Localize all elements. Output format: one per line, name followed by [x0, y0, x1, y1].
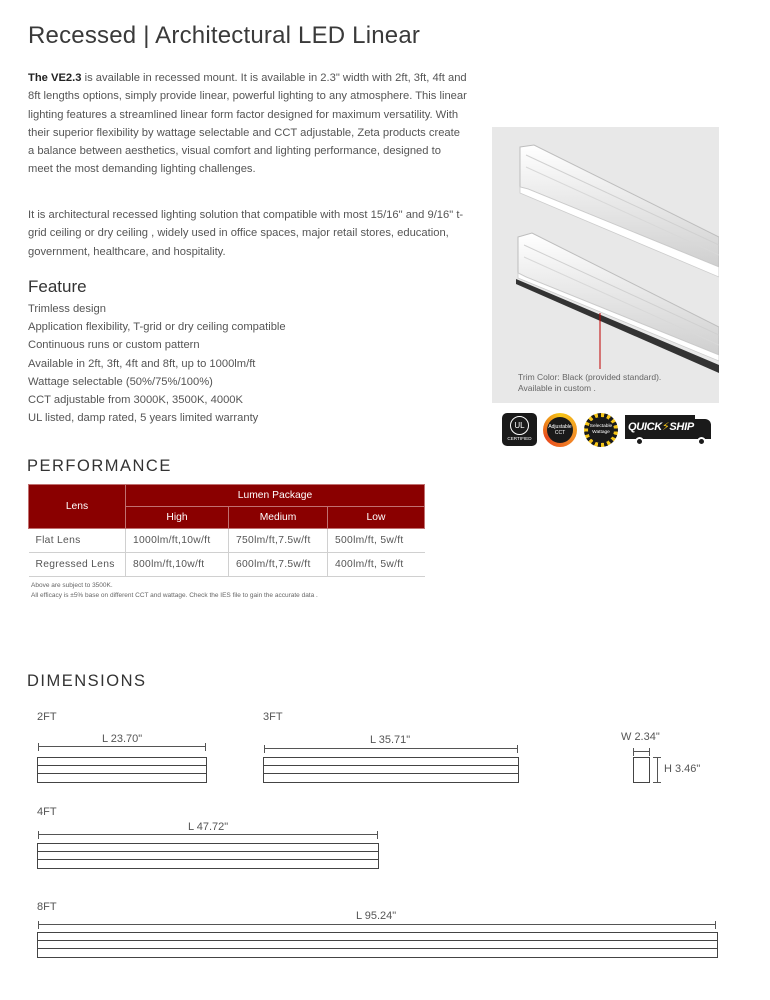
dim-2ft-label: 2FT — [37, 711, 57, 723]
header-low: Low — [328, 507, 425, 529]
feature-item: CCT adjustable from 3000K, 3500K, 4000K — [28, 394, 243, 407]
lightning-icon: ⚡ — [661, 421, 670, 433]
feature-item: Application flexibility, T-grid or dry ceiling compatible — [28, 321, 286, 334]
dim-2ft-line — [38, 746, 206, 747]
table-row: Flat Lens 1000lm/ft,10w/ft 750lm/ft,7.5w/ft 500lm/ft, 5w/ft — [29, 529, 425, 553]
adjustable-cct-badge: Adjustable CCT — [543, 413, 577, 447]
fixture-4ft — [37, 843, 379, 869]
wheel-icon — [697, 437, 706, 446]
dim-4ft-line — [38, 834, 378, 835]
dim-8ft-label: 8FT — [37, 901, 57, 913]
product-name: The VE2.3 — [28, 72, 82, 84]
dim-4ft-length: L 47.72" — [188, 821, 229, 833]
header-high: High — [126, 507, 229, 529]
dim-8ft-line — [38, 924, 716, 925]
dim-3ft-line — [264, 748, 518, 749]
fixture-2ft — [37, 757, 207, 783]
dim-height-line — [657, 757, 658, 783]
feature-item: Continuous runs or custom pattern — [28, 339, 200, 352]
truck-cab-icon — [695, 419, 711, 439]
performance-note: All efficacy is ±5% base on different CCT and wattage. Check the IES file to gain the accurate data . — [31, 592, 318, 599]
header-lens: Lens — [29, 485, 126, 529]
page-title: Recessed | Architectural LED Linear — [28, 22, 421, 49]
intro-paragraph — [28, 69, 468, 179]
fixture-illustration — [492, 127, 719, 403]
feature-item: UL listed, damp rated, 5 years limited warranty — [28, 412, 259, 425]
feature-title: Feature — [28, 277, 87, 296]
header-medium: Medium — [229, 507, 328, 529]
fixture-3ft — [263, 757, 519, 783]
quick-ship-badge: QUICK⚡SHIP — [625, 415, 715, 447]
dim-2ft-length: L 23.70" — [102, 733, 143, 745]
product-image — [492, 127, 719, 403]
dim-height: H 3.46" — [664, 763, 701, 775]
performance-title: PERFORMANCE — [27, 457, 172, 475]
feature-list — [28, 300, 286, 427]
dim-4ft-label: 4FT — [37, 806, 57, 818]
selectable-wattage-badge: Selectable Wattage — [584, 413, 618, 447]
dim-width: W 2.34" — [621, 731, 660, 743]
ul-certified-badge: UL CERTIFIED — [502, 413, 537, 446]
wheel-icon — [635, 437, 644, 446]
header-lumen-package: Lumen Package — [126, 485, 425, 507]
dim-width-line — [633, 751, 650, 752]
performance-table — [28, 484, 425, 577]
feature-item: Trimless design — [28, 303, 106, 315]
dim-3ft-length: L 35.71" — [370, 734, 411, 746]
dim-8ft-length: L 95.24" — [356, 910, 397, 922]
trim-note: Trim Color: Black (provided standard). Available in custom . — [518, 372, 662, 393]
fixture-8ft — [37, 932, 718, 958]
feature-item: Wattage selectable (50%/75%/100%) — [28, 375, 213, 388]
compatibility-paragraph: It is architectural recessed lighting solution that compatible with most 15/16" and 9/16" t-grid ceiling or dry ceiling , widely used in office spaces, major retail stores, education, government, healthcare, and hospitality. — [28, 209, 464, 258]
feature-item: Available in 2ft, 3ft, 4ft and 8ft, up to 1000lm/ft — [28, 357, 256, 370]
fixture-end-view — [633, 757, 650, 783]
dim-3ft-label: 3FT — [263, 711, 283, 723]
performance-note: Above are subject to 3500K. — [31, 582, 113, 589]
ul-icon: UL — [510, 416, 529, 435]
intro-text: is available in recessed mount. It is available in 2.3" width with 2ft, 3ft, 4ft and 8ft lengths options, simply provide linear, powerful lighting to any atmosphere. This linear lighting features a streamlined linear form factor designed for maximum versatility. With their superior flexibility by wattage selectable and CCT adjustable, Zeta products create a balance between aesthetics, visual comfort and lighting performance, designed to meet the most demanding lighting challenges. — [28, 72, 467, 176]
table-row: Regressed Lens 800lm/ft,10w/ft 600lm/ft,7.5w/ft 400lm/ft, 5w/ft — [29, 553, 425, 577]
dimensions-title: DIMENSIONS — [27, 672, 147, 690]
